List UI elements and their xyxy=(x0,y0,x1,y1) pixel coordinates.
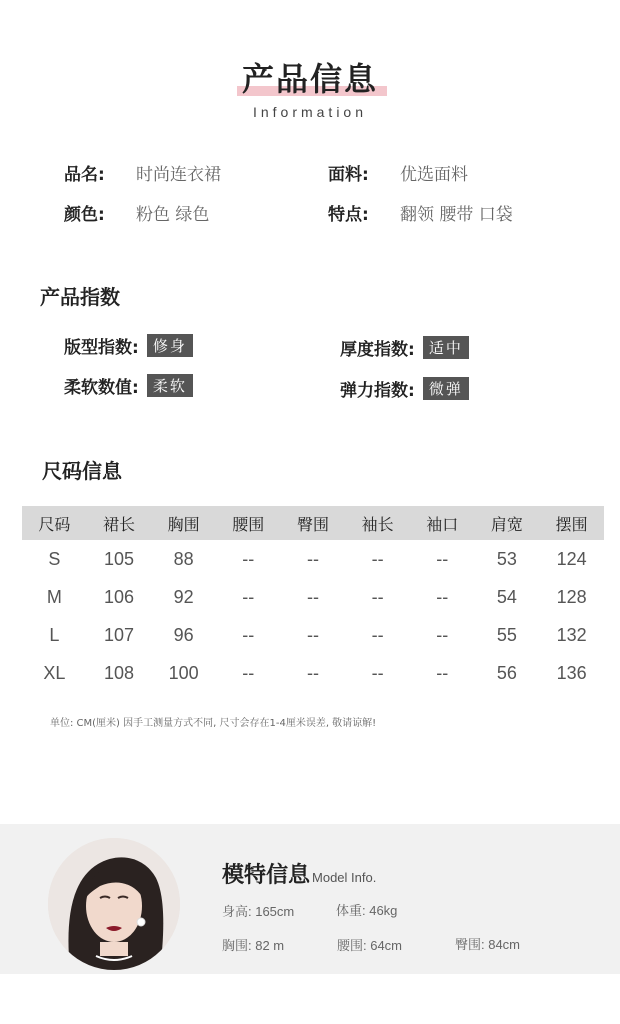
index-softness xyxy=(64,373,193,398)
table-cell: -- xyxy=(306,548,319,569)
table-cell: 136 xyxy=(556,662,587,683)
table-cell: -- xyxy=(436,548,449,569)
table-row xyxy=(22,654,604,692)
table-cell: 55 xyxy=(496,624,517,645)
model-weight: 体重: 46kg xyxy=(336,903,398,918)
info-color xyxy=(64,200,209,225)
size-table xyxy=(22,506,604,692)
table-cell: 53 xyxy=(496,548,517,569)
table-cell: M xyxy=(46,586,62,607)
table-cell: -- xyxy=(371,662,384,683)
table-cell: -- xyxy=(436,586,449,607)
table-cell: 107 xyxy=(103,624,134,645)
size-note: 单位: CM(厘米) 因手工测量方式不同, 尺寸会存在1-4厘米误差, 敬请谅解! xyxy=(50,718,377,729)
header-cell: 臀围 xyxy=(281,506,346,540)
info-color-value: 粉色 绿色 xyxy=(136,205,210,225)
table-cell: 92 xyxy=(173,586,194,607)
table-cell: 106 xyxy=(103,586,134,607)
model-title xyxy=(222,858,376,889)
header-cell: 肩宽 xyxy=(475,506,540,540)
table-cell: S xyxy=(48,548,61,569)
table-cell: -- xyxy=(242,662,255,683)
index-softness-tag: 柔软 xyxy=(147,374,193,397)
index-thickness-label: 厚度指数: xyxy=(340,340,415,360)
model-bust: 胸围: 82 m xyxy=(222,938,285,953)
model-portrait-image xyxy=(48,838,180,970)
size-table-header xyxy=(22,506,604,540)
table-cell: -- xyxy=(306,662,319,683)
table-cell: -- xyxy=(306,624,319,645)
table-cell: -- xyxy=(242,586,255,607)
header-cell: 裙长 xyxy=(87,506,152,540)
info-fabric-value: 优选面料 xyxy=(400,165,468,185)
info-fabric xyxy=(328,160,468,185)
table-cell: XL xyxy=(43,662,66,683)
size-section-title: 尺码信息 xyxy=(42,459,122,483)
table-cell: -- xyxy=(371,586,384,607)
table-row xyxy=(22,616,604,654)
index-thickness xyxy=(340,335,469,360)
info-feature-label: 特点: xyxy=(328,205,369,225)
table-cell: L xyxy=(49,624,60,645)
table-cell: -- xyxy=(242,548,255,569)
header-cell: 袖长 xyxy=(345,506,410,540)
header-cell: 腰围 xyxy=(216,506,281,540)
table-cell: 108 xyxy=(103,662,134,683)
model-title-en: Model Info. xyxy=(312,870,377,885)
table-cell: 88 xyxy=(173,548,194,569)
table-cell: 54 xyxy=(496,586,517,607)
index-fit-label: 版型指数: xyxy=(64,338,139,358)
header-cell: 胸围 xyxy=(151,506,216,540)
index-elasticity-label: 弹力指数: xyxy=(340,381,415,401)
table-cell: 105 xyxy=(103,548,134,569)
index-thickness-tag: 适中 xyxy=(423,336,469,359)
index-elasticity xyxy=(340,376,469,401)
index-elasticity-tag: 微弹 xyxy=(423,377,469,400)
table-cell: 124 xyxy=(556,548,587,569)
header-cell: 袖口 xyxy=(410,506,475,540)
index-softness-label: 柔软数值: xyxy=(64,378,139,398)
model-avatar xyxy=(48,838,180,970)
table-cell: -- xyxy=(242,624,255,645)
table-row xyxy=(22,540,604,578)
table-row xyxy=(22,578,604,616)
index-fit-tag: 修身 xyxy=(147,334,193,357)
table-cell: -- xyxy=(436,662,449,683)
model-title-cn: 模特信息 xyxy=(222,863,311,888)
index-section-title: 产品指数 xyxy=(40,285,120,309)
table-cell: -- xyxy=(371,548,384,569)
model-hip: 臀围: 84cm xyxy=(455,937,521,952)
info-feature xyxy=(328,200,513,225)
table-cell: 100 xyxy=(168,662,199,683)
info-name-label: 品名: xyxy=(64,165,105,185)
page-title: 产品信息 xyxy=(241,60,378,98)
info-feature-value: 翻领 腰带 口袋 xyxy=(400,205,513,225)
header-cell: 摆围 xyxy=(539,506,604,540)
info-color-label: 颜色: xyxy=(64,205,105,225)
table-cell: 96 xyxy=(173,624,194,645)
table-cell: 56 xyxy=(496,662,517,683)
model-waist: 腰围: 64cm xyxy=(337,938,403,953)
header-cell: 尺码 xyxy=(22,506,87,540)
table-cell: -- xyxy=(371,624,384,645)
table-cell: 128 xyxy=(556,586,587,607)
info-name xyxy=(64,160,221,185)
info-fabric-label: 面料: xyxy=(328,165,369,185)
table-cell: -- xyxy=(306,586,319,607)
info-name-value: 时尚连衣裙 xyxy=(136,165,221,185)
model-height: 身高: 165cm xyxy=(222,904,295,919)
index-fit xyxy=(64,333,193,358)
table-cell: 132 xyxy=(556,624,587,645)
page-subtitle: Information xyxy=(252,104,368,120)
table-cell: -- xyxy=(436,624,449,645)
